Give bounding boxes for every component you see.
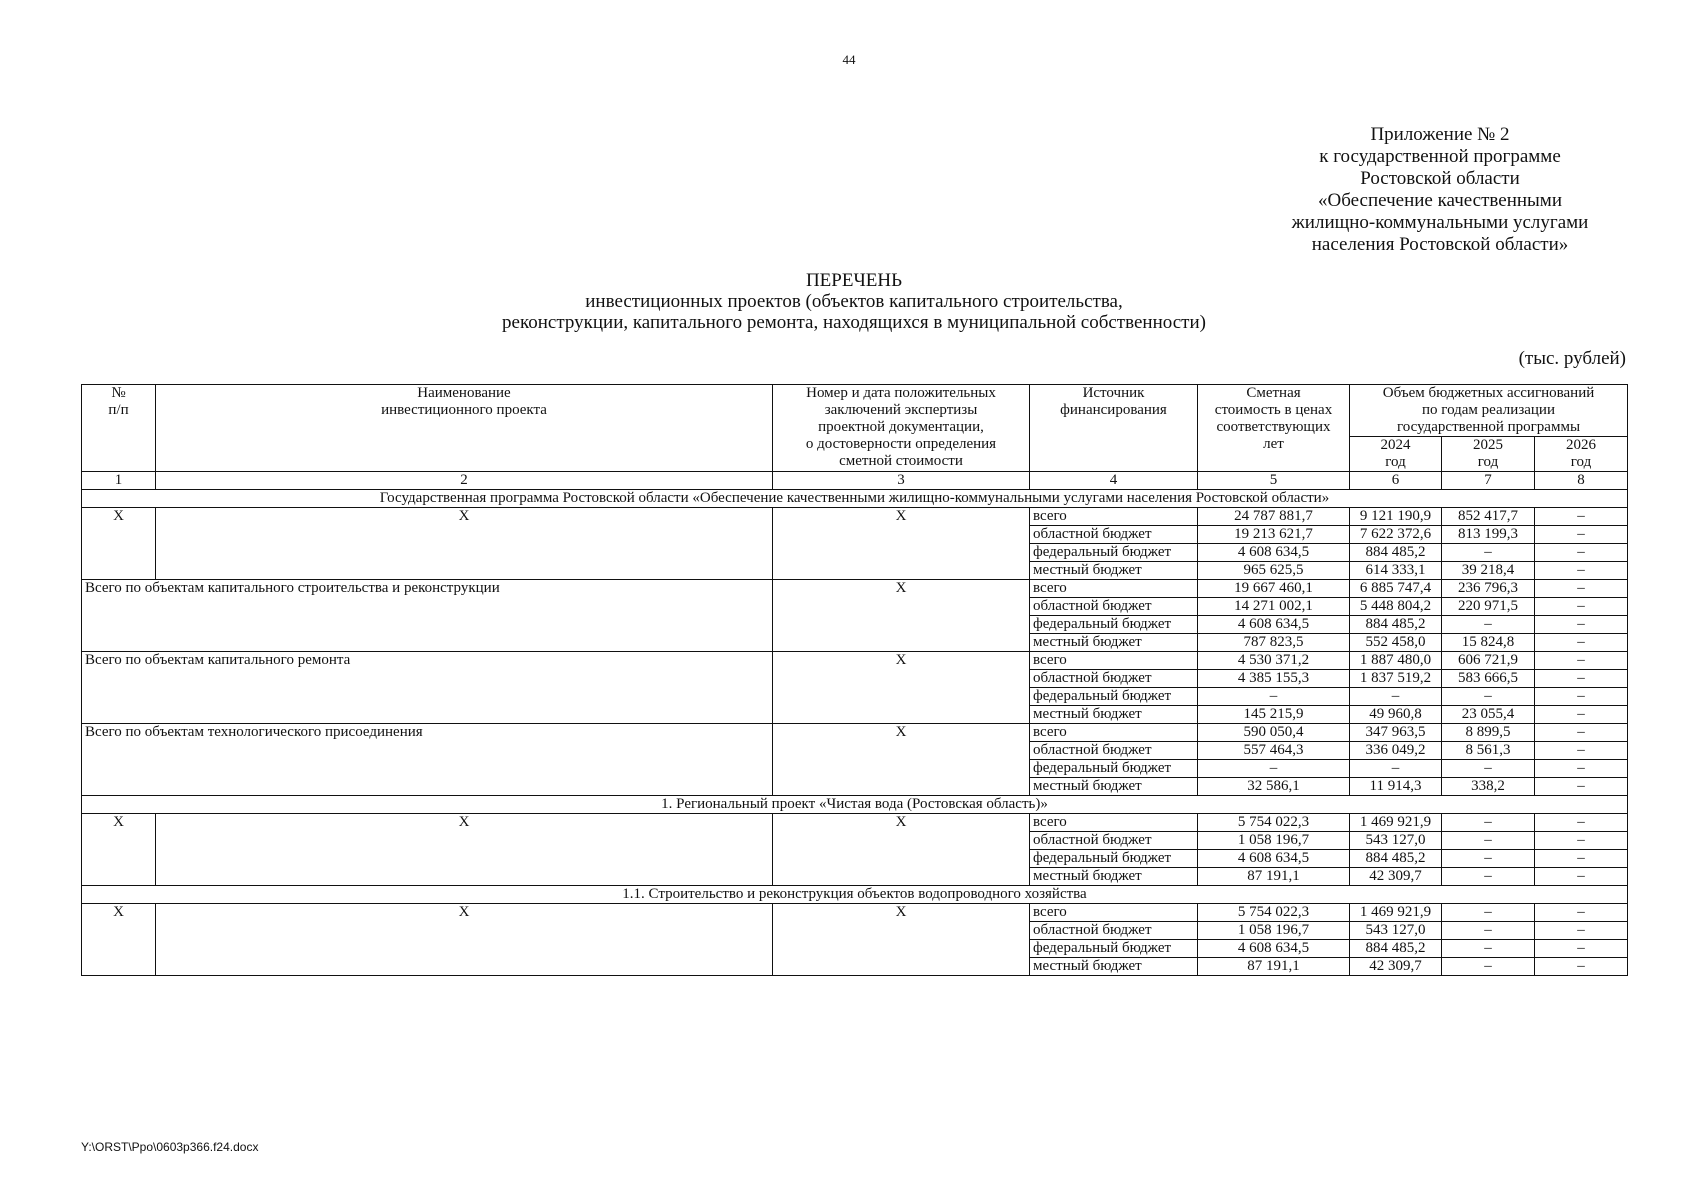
source-cell: федеральный бюджет: [1030, 940, 1198, 958]
header-col4: Источник финансирования: [1030, 385, 1198, 472]
appendix-block: [1230, 124, 1650, 256]
expertise-cell: Х: [773, 508, 1030, 580]
section-row: [82, 886, 1628, 904]
y2025-cell: –: [1442, 832, 1535, 850]
y2026-cell: –: [1535, 634, 1628, 652]
y2024-cell: 884 485,2: [1350, 616, 1442, 634]
source-cell: всего: [1030, 814, 1198, 832]
section-row: [82, 490, 1628, 508]
cost-cell: 32 586,1: [1198, 778, 1350, 796]
y2025-cell: –: [1442, 922, 1535, 940]
y2026-cell: –: [1535, 616, 1628, 634]
y2024-cell: 7 622 372,6: [1350, 526, 1442, 544]
project-name-cell: Всего по объектам капитального строительства и реконструкции: [82, 580, 773, 652]
y2025-cell: 220 971,5: [1442, 598, 1535, 616]
cost-cell: 787 823,5: [1198, 634, 1350, 652]
y2024-cell: 5 448 804,2: [1350, 598, 1442, 616]
y2024-cell: 347 963,5: [1350, 724, 1442, 742]
cost-cell: 14 271 002,1: [1198, 598, 1350, 616]
source-cell: областной бюджет: [1030, 526, 1198, 544]
y2024-cell: 543 127,0: [1350, 832, 1442, 850]
appendix-line: жилищно-коммунальными услугами: [1291, 212, 1589, 233]
y2026-cell: –: [1535, 868, 1628, 886]
y2024-cell: 42 309,7: [1350, 958, 1442, 976]
table-row: [82, 814, 1628, 832]
page-number: 44: [842, 52, 856, 67]
expertise-cell: Х: [773, 724, 1030, 796]
header-col3: Номер и дата положительных заключений экспертизы проектной документации, о достоверности определения сметной стоимости: [773, 385, 1030, 472]
y2025-cell: 23 055,4: [1442, 706, 1535, 724]
row-num-cell: Х: [82, 508, 156, 580]
y2025-cell: 8 561,3: [1442, 742, 1535, 760]
y2024-cell: 884 485,2: [1350, 850, 1442, 868]
col-number: 1: [82, 472, 156, 490]
y2025-cell: 583 666,5: [1442, 670, 1535, 688]
source-cell: областной бюджет: [1030, 670, 1198, 688]
header-years-group: Объем бюджетных ассигнований по годам реализации государственной программы: [1350, 385, 1628, 437]
y2025-cell: –: [1442, 940, 1535, 958]
cost-cell: 4 530 371,2: [1198, 652, 1350, 670]
y2025-cell: 606 721,9: [1442, 652, 1535, 670]
y2024-cell: –: [1350, 760, 1442, 778]
y2026-cell: –: [1535, 526, 1628, 544]
table-row: [82, 904, 1628, 922]
source-cell: областной бюджет: [1030, 598, 1198, 616]
header-2025: 2025 год: [1442, 437, 1535, 472]
cost-cell: 19 213 621,7: [1198, 526, 1350, 544]
y2026-cell: –: [1535, 670, 1628, 688]
y2025-cell: –: [1442, 760, 1535, 778]
project-name-cell: Х: [156, 904, 773, 976]
col-number: 5: [1198, 472, 1350, 490]
row-num-cell: Х: [82, 904, 156, 976]
source-cell: местный бюджет: [1030, 958, 1198, 976]
source-cell: местный бюджет: [1030, 706, 1198, 724]
y2025-cell: –: [1442, 958, 1535, 976]
y2024-cell: 336 049,2: [1350, 742, 1442, 760]
y2024-cell: 42 309,7: [1350, 868, 1442, 886]
cost-cell: 557 464,3: [1198, 742, 1350, 760]
y2026-cell: –: [1535, 598, 1628, 616]
expertise-cell: Х: [773, 652, 1030, 724]
cost-cell: 24 787 881,7: [1198, 508, 1350, 526]
col-number: 3: [773, 472, 1030, 490]
table-row: [82, 652, 1628, 670]
cost-cell: 87 191,1: [1198, 868, 1350, 886]
y2025-cell: –: [1442, 904, 1535, 922]
y2026-cell: –: [1535, 706, 1628, 724]
cost-cell: 590 050,4: [1198, 724, 1350, 742]
y2025-cell: 338,2: [1442, 778, 1535, 796]
y2026-cell: –: [1535, 562, 1628, 580]
cost-cell: 19 667 460,1: [1198, 580, 1350, 598]
y2024-cell: 6 885 747,4: [1350, 580, 1442, 598]
y2026-cell: –: [1535, 508, 1628, 526]
y2026-cell: –: [1535, 742, 1628, 760]
y2026-cell: –: [1535, 688, 1628, 706]
y2025-cell: 813 199,3: [1442, 526, 1535, 544]
table-row: [82, 508, 1628, 526]
y2025-cell: 236 796,3: [1442, 580, 1535, 598]
header-col5: Сметная стоимость в ценах соответствующих лет: [1198, 385, 1350, 472]
y2025-cell: 8 899,5: [1442, 724, 1535, 742]
header-col2: Наименование инвестиционного проекта: [156, 385, 773, 472]
cost-cell: –: [1198, 688, 1350, 706]
y2024-cell: 552 458,0: [1350, 634, 1442, 652]
project-name-cell: Всего по объектам технологического присоединения: [82, 724, 773, 796]
row-num-cell: Х: [82, 814, 156, 886]
cost-cell: 5 754 022,3: [1198, 904, 1350, 922]
project-name-cell: Х: [156, 508, 773, 580]
source-cell: всего: [1030, 508, 1198, 526]
expertise-cell: Х: [773, 580, 1030, 652]
y2024-cell: –: [1350, 688, 1442, 706]
expertise-cell: Х: [773, 814, 1030, 886]
file-path-footer: Y:\ORST\Ppo\0603p366.f24.docx: [81, 1140, 259, 1154]
y2025-cell: –: [1442, 868, 1535, 886]
cost-cell: 965 625,5: [1198, 562, 1350, 580]
y2025-cell: –: [1442, 616, 1535, 634]
y2024-cell: 543 127,0: [1350, 922, 1442, 940]
document-title: [0, 270, 1698, 333]
y2025-cell: –: [1442, 814, 1535, 832]
y2025-cell: –: [1442, 544, 1535, 562]
cost-cell: 145 215,9: [1198, 706, 1350, 724]
col-number: 4: [1030, 472, 1198, 490]
y2026-cell: –: [1535, 544, 1628, 562]
y2026-cell: –: [1535, 832, 1628, 850]
y2025-cell: 39 218,4: [1442, 562, 1535, 580]
cost-cell: –: [1198, 760, 1350, 778]
source-cell: областной бюджет: [1030, 742, 1198, 760]
source-cell: всего: [1030, 580, 1198, 598]
project-name-cell: Всего по объектам капитального ремонта: [82, 652, 773, 724]
source-cell: областной бюджет: [1030, 832, 1198, 850]
col-number: 6: [1350, 472, 1442, 490]
y2024-cell: 9 121 190,9: [1350, 508, 1442, 526]
y2024-cell: 1 469 921,9: [1350, 814, 1442, 832]
investment-projects-table: [81, 384, 1628, 976]
y2025-cell: –: [1442, 850, 1535, 868]
section-sub11-title: 1.1. Строительство и реконструкция объектов водопроводного хозяйства: [82, 886, 1628, 904]
appendix-line: Приложение № 2: [1370, 124, 1510, 145]
units-label: (тыс. рублей): [1518, 348, 1626, 369]
y2024-cell: 884 485,2: [1350, 544, 1442, 562]
cost-cell: 4 608 634,5: [1198, 940, 1350, 958]
y2026-cell: –: [1535, 652, 1628, 670]
project-name-cell: Х: [156, 814, 773, 886]
y2026-cell: –: [1535, 922, 1628, 940]
table-row: [82, 724, 1628, 742]
y2026-cell: –: [1535, 850, 1628, 868]
table-header-row: [82, 385, 1628, 437]
y2026-cell: –: [1535, 580, 1628, 598]
cost-cell: 87 191,1: [1198, 958, 1350, 976]
section-row: [82, 796, 1628, 814]
source-cell: местный бюджет: [1030, 562, 1198, 580]
header-col1: № п/п: [82, 385, 156, 472]
cost-cell: 1 058 196,7: [1198, 922, 1350, 940]
title-line: реконструкции, капитального ремонта, находящихся в муниципальной собственности): [502, 312, 1206, 333]
cost-cell: 1 058 196,7: [1198, 832, 1350, 850]
expertise-cell: Х: [773, 904, 1030, 976]
y2026-cell: –: [1535, 958, 1628, 976]
table-row: [82, 580, 1628, 598]
y2026-cell: –: [1535, 814, 1628, 832]
y2026-cell: –: [1535, 940, 1628, 958]
source-cell: федеральный бюджет: [1030, 760, 1198, 778]
section-program-title: Государственная программа Ростовской области «Обеспечение качественными жилищно-коммунальными услугами населения Ростовской области»: [82, 490, 1628, 508]
appendix-line: Ростовской области: [1360, 168, 1520, 189]
col-number: 7: [1442, 472, 1535, 490]
cost-cell: 5 754 022,3: [1198, 814, 1350, 832]
y2026-cell: –: [1535, 724, 1628, 742]
source-cell: местный бюджет: [1030, 778, 1198, 796]
column-numbers-row: [82, 472, 1628, 490]
source-cell: областной бюджет: [1030, 922, 1198, 940]
y2026-cell: –: [1535, 760, 1628, 778]
title-line: ПЕРЕЧЕНЬ: [805, 270, 903, 291]
y2024-cell: 614 333,1: [1350, 562, 1442, 580]
y2024-cell: 49 960,8: [1350, 706, 1442, 724]
cost-cell: 4 608 634,5: [1198, 850, 1350, 868]
y2024-cell: 1 837 519,2: [1350, 670, 1442, 688]
section-project1-title: 1. Региональный проект «Чистая вода (Ростовская область)»: [82, 796, 1628, 814]
source-cell: всего: [1030, 652, 1198, 670]
source-cell: местный бюджет: [1030, 634, 1198, 652]
y2024-cell: 884 485,2: [1350, 940, 1442, 958]
source-cell: федеральный бюджет: [1030, 544, 1198, 562]
y2026-cell: –: [1535, 778, 1628, 796]
col-number: 8: [1535, 472, 1628, 490]
cost-cell: 4 385 155,3: [1198, 670, 1350, 688]
cost-cell: 4 608 634,5: [1198, 544, 1350, 562]
y2026-cell: –: [1535, 904, 1628, 922]
y2024-cell: 1 469 921,9: [1350, 904, 1442, 922]
y2025-cell: 852 417,7: [1442, 508, 1535, 526]
header-2024: 2024 год: [1350, 437, 1442, 472]
title-line: инвестиционных проектов (объектов капитального строительства,: [585, 291, 1123, 312]
source-cell: местный бюджет: [1030, 868, 1198, 886]
header-2026: 2026 год: [1535, 437, 1628, 472]
y2024-cell: 1 887 480,0: [1350, 652, 1442, 670]
y2025-cell: –: [1442, 688, 1535, 706]
source-cell: федеральный бюджет: [1030, 688, 1198, 706]
source-cell: всего: [1030, 724, 1198, 742]
appendix-line: населения Ростовской области»: [1311, 234, 1569, 255]
appendix-line: «Обеспечение качественными: [1317, 190, 1562, 211]
y2025-cell: 15 824,8: [1442, 634, 1535, 652]
cost-cell: 4 608 634,5: [1198, 616, 1350, 634]
y2024-cell: 11 914,3: [1350, 778, 1442, 796]
source-cell: федеральный бюджет: [1030, 616, 1198, 634]
source-cell: федеральный бюджет: [1030, 850, 1198, 868]
source-cell: всего: [1030, 904, 1198, 922]
appendix-line: к государственной программе: [1319, 146, 1561, 167]
col-number: 2: [156, 472, 773, 490]
